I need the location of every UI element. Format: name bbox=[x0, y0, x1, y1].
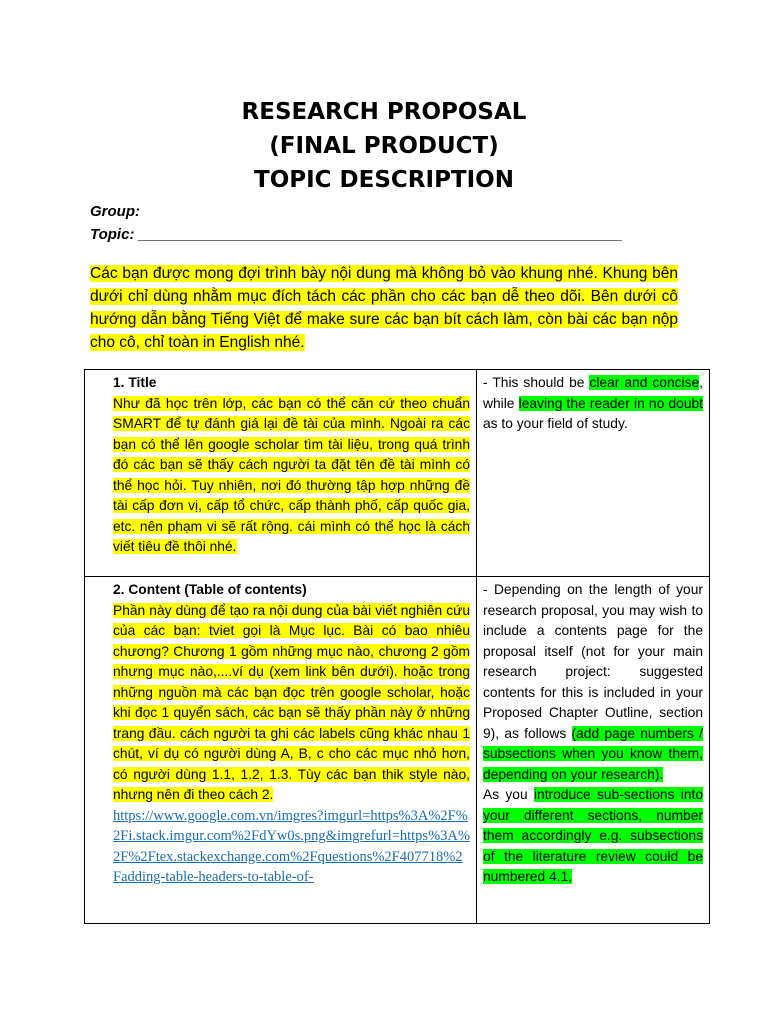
table-row bbox=[85, 577, 710, 924]
table-row bbox=[85, 370, 710, 577]
title-line-1: RESEARCH PROPOSAL bbox=[241, 99, 527, 125]
content-description-cell bbox=[477, 577, 710, 924]
reference-link-wrap bbox=[91, 806, 470, 888]
section-heading: 2. Content (Table of contents) bbox=[113, 582, 307, 597]
content-section-cell bbox=[85, 577, 477, 924]
guidance-text: Phần này dùng để tạo ra nội dung của bài viết nghiên cứu của các bạn: tviet gọi là Mục lục. Bài có bao nhiêu chương? Chương 1 gồm những mục nào, chương 2 gồm nhưng mục nào,....ví dụ (xem link bên dưới). hoặc trong những nguồn mà các bạn đọc trên google scholar, hoặc khi đọc 1 quyển sách, các bạn sẽ thấy phần này ở những trang đầu. cách người ta ghi các labels cũng khác nhau 1 chút, ví dụ có người dùng A, B, c cho các mục nhỏ hơn, có người dùng 1.1, 1.2, 1.3. Tùy các bạn thik style nào, nhưng nên đi theo cách 2. bbox=[113, 602, 470, 802]
title-description-cell bbox=[477, 370, 710, 577]
section-guidance bbox=[91, 601, 470, 806]
highlight-text: leaving the reader in no doubt bbox=[518, 395, 703, 411]
description-text: as to your field of study. bbox=[483, 416, 628, 431]
section-guidance bbox=[91, 394, 470, 558]
section-heading: 1. Title bbox=[113, 375, 157, 390]
reference-link[interactable]: https://www.google.com.vn/imgres?imgurl=https%3A%2F%2Fi.stack.imgur.com%2FdYw0s.png&imgrefurl=https%3A%2F%2Ftex.stackexchange.com%2Fquestions%2F407718%2Fadding-table-headers-to-table-of- bbox=[113, 807, 470, 885]
highlight-text: (add page numbers / subsections when you know them, depending on your research). bbox=[483, 725, 703, 782]
topic-table bbox=[84, 369, 710, 924]
highlight-text: introduce sub-sections into your different sections, number them accordingly e.g. subsections of the literature review could be numbered 4.1, bbox=[483, 787, 703, 884]
guidance-text: Như đã học trên lớp, các bạn có thể căn cứ theo chuẩn SMART để tự đánh giá lại đề tài của mình. Ngoài ra các bạn có thể lên google scholar tìm tài liệu, trong quá trình đó các bạn sẽ thấy cách người ta đặt tên đề tài mình có thể học hỏi. Tuy nhiên, nơi đó thường tập hợp những đề tài cấp đơn vị, cấp tổ chức, cấp thành phố, cấp quốc gia, etc. nên phạm vi sẽ rất rộng. cái mình có thể học là cách viết tiêu đề thôi nhé. bbox=[113, 395, 470, 554]
group-label: Group: bbox=[90, 203, 140, 220]
highlight-text: clear and concise bbox=[589, 375, 700, 390]
topic-label: Topic: __________________________________________________________ bbox=[90, 226, 623, 243]
title-block bbox=[0, 95, 768, 197]
meta-block bbox=[90, 200, 622, 246]
description-text: - This should be bbox=[483, 375, 590, 390]
description-text: , while bbox=[483, 375, 703, 411]
intro-text: Các bạn được mong đợi trình bày nội dung mà không bỏ vào khung nhé. Khung bên dưới chỉ dùng nhằm mục đích tách các phần cho các bạn dễ theo dõi. Bên dưới cô hướng dẫn bằng Tiếng Việt để make sure các bạn bít cách làm, còn bài các bạn nộp cho cô, chỉ toàn in English nhé. bbox=[90, 265, 678, 351]
description-text: As you bbox=[483, 787, 534, 802]
description-text: - Depending on the length of your research proposal, you may wish to include a contents page for the proposal itself (not for your main research project: suggested contents for this is included in your Proposed Chapter Outline, section 9), as follows bbox=[483, 582, 703, 741]
intro-paragraph bbox=[90, 262, 678, 354]
title-line-2: (FINAL PRODUCT) bbox=[269, 133, 499, 159]
title-line-3: TOPIC DESCRIPTION bbox=[254, 167, 514, 193]
title-section-cell bbox=[85, 370, 477, 577]
